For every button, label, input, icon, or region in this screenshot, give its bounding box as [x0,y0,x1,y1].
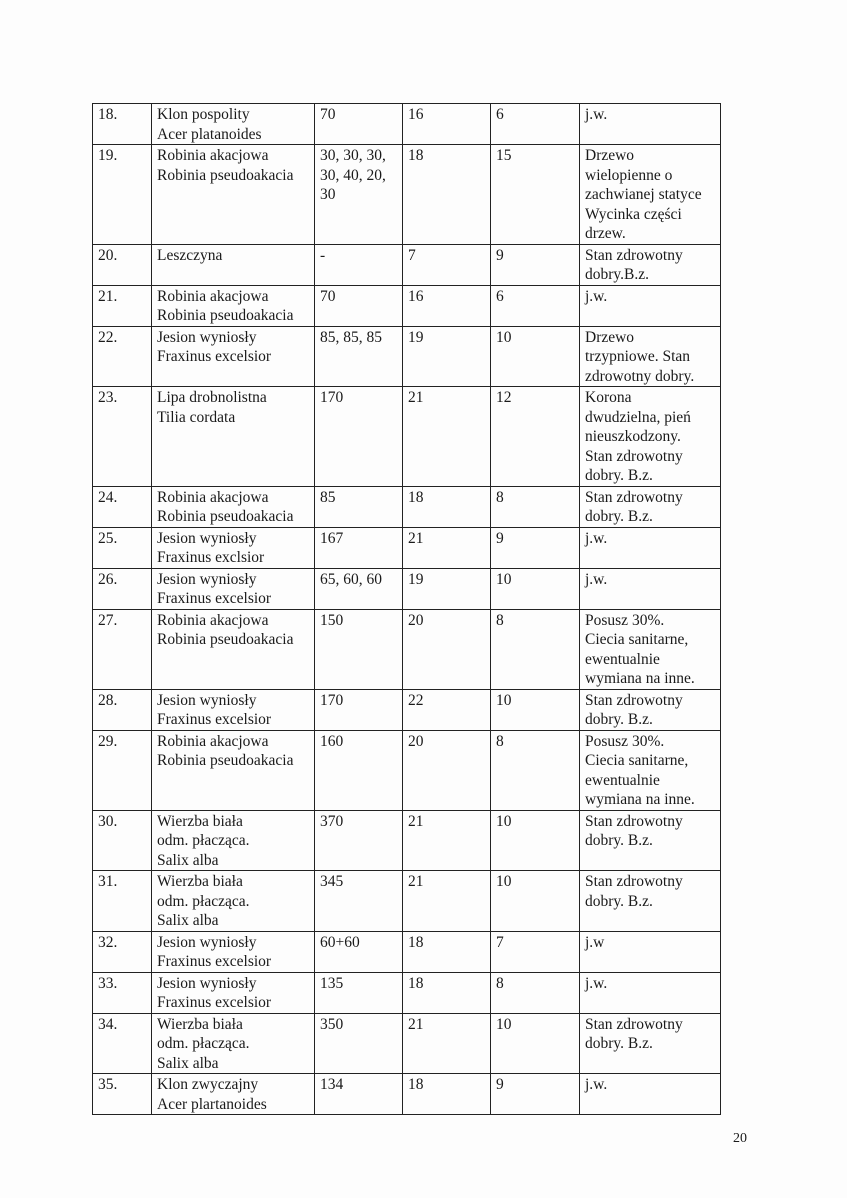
circumference-cell: 170 [315,689,403,730]
circumference-cell: 70 [315,285,403,326]
crown-width-cell: 6 [491,104,580,145]
height-cell: 21 [403,1013,491,1074]
table-row [93,104,721,145]
tree-inventory-table [92,103,721,1115]
crown-width-cell: 8 [491,730,580,810]
notes-cell: Stan zdrowotny dobry.B.z. [580,244,721,285]
row-number-cell: 26. [93,568,152,609]
notes-cell: Posusz 30%. Ciecia sanitarne, ewentualnie wymiana na inne. [580,609,721,689]
species-cell: Robinia akacjowa Robinia pseudoakacia [152,486,315,527]
crown-width-cell: 10 [491,810,580,871]
height-cell: 7 [403,244,491,285]
height-cell: 21 [403,810,491,871]
table-row [93,972,721,1013]
crown-width-cell: 10 [491,871,580,932]
height-cell: 21 [403,387,491,487]
crown-width-cell: 8 [491,486,580,527]
crown-width-cell: 15 [491,145,580,245]
crown-width-cell: 8 [491,609,580,689]
crown-width-cell: 9 [491,527,580,568]
circumference-cell: 135 [315,972,403,1013]
height-cell: 18 [403,486,491,527]
circumference-cell: 370 [315,810,403,871]
table-row [93,730,721,810]
row-number-cell: 19. [93,145,152,245]
row-number-cell: 23. [93,387,152,487]
page-number: 20 [733,1131,747,1146]
row-number-cell: 31. [93,871,152,932]
table-row [93,244,721,285]
circumference-cell: 70 [315,104,403,145]
table-row [93,326,721,387]
row-number-cell: 24. [93,486,152,527]
species-cell: Robinia akacjowa Robinia pseudoakacia [152,609,315,689]
row-number-cell: 28. [93,689,152,730]
row-number-cell: 27. [93,609,152,689]
species-cell: Jesion wyniosły Fraxinus excelsior [152,326,315,387]
table-row [93,609,721,689]
height-cell: 21 [403,871,491,932]
row-number-cell: 18. [93,104,152,145]
row-number-cell: 25. [93,527,152,568]
height-cell: 19 [403,568,491,609]
notes-cell: Posusz 30%. Ciecia sanitarne, ewentualnie wymiana na inne. [580,730,721,810]
crown-width-cell: 10 [491,1013,580,1074]
table-row [93,285,721,326]
circumference-cell: - [315,244,403,285]
height-cell: 22 [403,689,491,730]
notes-cell: Drzewo wielopienne o zachwianej statyce Wycinka części drzew. [580,145,721,245]
species-cell: Robinia akacjowa Robinia pseudoakacia [152,730,315,810]
height-cell: 19 [403,326,491,387]
row-number-cell: 29. [93,730,152,810]
notes-cell: j.w. [580,1074,721,1115]
table-row [93,871,721,932]
crown-width-cell: 6 [491,285,580,326]
circumference-cell: 85, 85, 85 [315,326,403,387]
species-cell: Wierzba biała odm. płacząca. Salix alba [152,810,315,871]
species-cell: Wierzba biała odm. płacząca. Salix alba [152,1013,315,1074]
crown-width-cell: 10 [491,568,580,609]
circumference-cell: 167 [315,527,403,568]
height-cell: 20 [403,609,491,689]
crown-width-cell: 9 [491,244,580,285]
height-cell: 18 [403,931,491,972]
notes-cell: j.w. [580,104,721,145]
species-cell: Jesion wyniosły Fraxinus excelsior [152,568,315,609]
table-row [93,486,721,527]
species-cell: Klon zwyczajny Acer plartanoides [152,1074,315,1115]
circumference-cell: 350 [315,1013,403,1074]
table-row [93,931,721,972]
species-cell: Jesion wyniosły Fraxinus excelsior [152,931,315,972]
circumference-cell: 85 [315,486,403,527]
row-number-cell: 30. [93,810,152,871]
notes-cell: j.w. [580,568,721,609]
circumference-cell: 134 [315,1074,403,1115]
table-row [93,387,721,487]
crown-width-cell: 7 [491,931,580,972]
species-cell: Wierzba biała odm. płacząca. Salix alba [152,871,315,932]
notes-cell: Stan zdrowotny dobry. B.z. [580,486,721,527]
height-cell: 18 [403,1074,491,1115]
crown-width-cell: 8 [491,972,580,1013]
crown-width-cell: 10 [491,689,580,730]
table-row [93,810,721,871]
species-cell: Jesion wyniosły Fraxinus exclsior [152,527,315,568]
species-cell: Robinia akacjowa Robinia pseudoakacia [152,145,315,245]
table-row [93,145,721,245]
crown-width-cell: 9 [491,1074,580,1115]
notes-cell: Stan zdrowotny dobry. B.z. [580,1013,721,1074]
row-number-cell: 32. [93,931,152,972]
row-number-cell: 21. [93,285,152,326]
table-row [93,527,721,568]
height-cell: 18 [403,972,491,1013]
species-cell: Klon pospolity Acer platanoides [152,104,315,145]
notes-cell: Drzewo trzypniowe. Stan zdrowotny dobry. [580,326,721,387]
notes-cell: j.w. [580,285,721,326]
height-cell: 21 [403,527,491,568]
notes-cell: j.w. [580,527,721,568]
row-number-cell: 20. [93,244,152,285]
circumference-cell: 30, 30, 30, 30, 40, 20, 30 [315,145,403,245]
crown-width-cell: 10 [491,326,580,387]
species-cell: Leszczyna [152,244,315,285]
height-cell: 18 [403,145,491,245]
species-cell: Jesion wyniosły Fraxinus excelsior [152,689,315,730]
species-cell: Jesion wyniosły Fraxinus excelsior [152,972,315,1013]
row-number-cell: 22. [93,326,152,387]
table-row [93,568,721,609]
notes-cell: Stan zdrowotny dobry. B.z. [580,810,721,871]
circumference-cell: 60+60 [315,931,403,972]
table-body [93,104,721,1115]
row-number-cell: 35. [93,1074,152,1115]
notes-cell: Stan zdrowotny dobry. B.z. [580,689,721,730]
species-cell: Lipa drobnolistna Tilia cordata [152,387,315,487]
height-cell: 16 [403,285,491,326]
notes-cell: Korona dwudzielna, pień nieuszkodzony. Stan zdrowotny dobry. B.z. [580,387,721,487]
circumference-cell: 65, 60, 60 [315,568,403,609]
circumference-cell: 170 [315,387,403,487]
notes-cell: j.w. [580,972,721,1013]
row-number-cell: 34. [93,1013,152,1074]
crown-width-cell: 12 [491,387,580,487]
height-cell: 20 [403,730,491,810]
table-row [93,1013,721,1074]
notes-cell: Stan zdrowotny dobry. B.z. [580,871,721,932]
circumference-cell: 160 [315,730,403,810]
species-cell: Robinia akacjowa Robinia pseudoakacia [152,285,315,326]
row-number-cell: 33. [93,972,152,1013]
notes-cell: j.w [580,931,721,972]
circumference-cell: 150 [315,609,403,689]
table-row [93,1074,721,1115]
circumference-cell: 345 [315,871,403,932]
table-row [93,689,721,730]
height-cell: 16 [403,104,491,145]
